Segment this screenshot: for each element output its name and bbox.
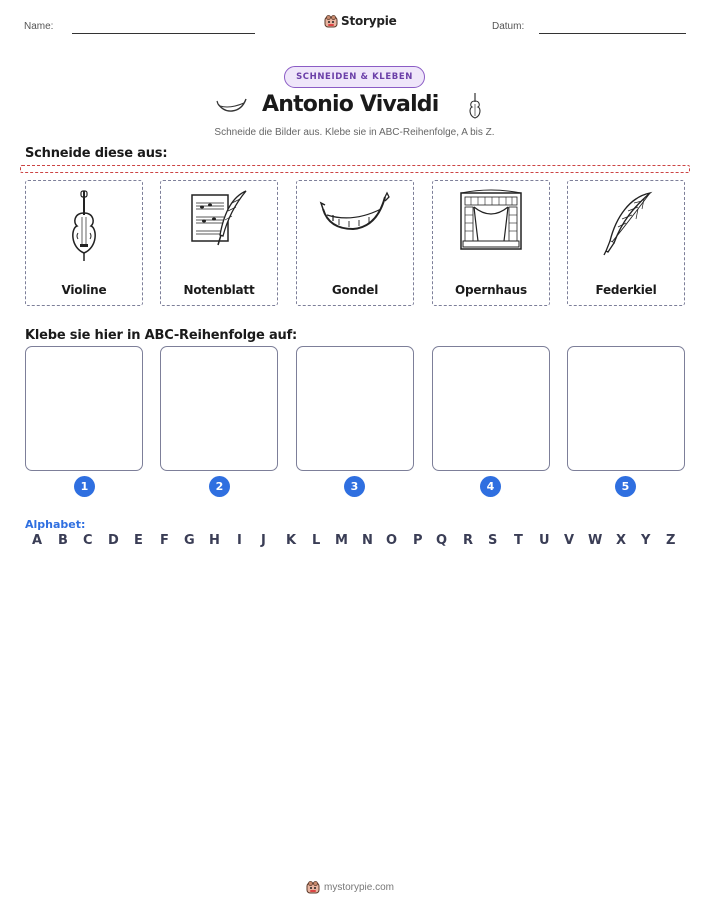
- alphabet-letter: C: [83, 533, 93, 548]
- cut-card-violin[interactable]: [25, 180, 143, 306]
- alphabet-letter: S: [488, 533, 498, 548]
- alphabet-letter: F: [160, 533, 169, 548]
- name-line: [72, 33, 255, 34]
- alphabet-label: Alphabet:: [25, 518, 86, 531]
- instructions: Schneide die Bilder aus. Klebe sie in ABC-Reihenfolge, A bis Z.: [214, 127, 495, 138]
- paste-box-2[interactable]: [160, 346, 278, 471]
- quill-icon: [598, 189, 654, 259]
- footer: [306, 880, 394, 894]
- alphabet-letter: L: [312, 533, 321, 548]
- paste-box-5[interactable]: [567, 346, 685, 471]
- alphabet-letter: A: [32, 533, 43, 548]
- paste-section-label: Klebe sie hier in ABC-Reihenfolge auf:: [25, 328, 298, 343]
- alphabet-letter: Z: [666, 533, 676, 548]
- opera-house-icon: [458, 189, 524, 253]
- alphabet-letter: P: [413, 533, 423, 548]
- cut-card-sheet-music[interactable]: [160, 180, 278, 306]
- name-label: Name:: [24, 21, 54, 32]
- brand: [324, 14, 397, 28]
- alphabet-letter: J: [261, 533, 266, 548]
- cut-card-gondola[interactable]: [296, 180, 414, 306]
- paste-box-4[interactable]: [432, 346, 550, 471]
- date-label: Datum:: [492, 21, 525, 32]
- alphabet-letter: E: [134, 533, 143, 548]
- alphabet-letter: K: [286, 533, 297, 548]
- alphabet-letter: W: [588, 533, 603, 548]
- card-label: Gondel: [331, 283, 379, 297]
- page-title: Antonio Vivaldi: [262, 92, 439, 117]
- brand-name: Storypie: [341, 14, 397, 28]
- alphabet-letter: X: [616, 533, 627, 548]
- alphabet-letter: D: [108, 533, 119, 548]
- date-line: [539, 33, 686, 34]
- paste-box-1[interactable]: [25, 346, 143, 471]
- alphabet-letter: H: [209, 533, 220, 548]
- storypie-logo-icon: [306, 880, 320, 894]
- alphabet-letter: G: [184, 533, 195, 548]
- violin-icon: [466, 92, 484, 120]
- paste-number-5: 5: [615, 476, 636, 497]
- card-label: Opernhaus: [455, 283, 527, 297]
- sheet-music-icon: [188, 189, 250, 251]
- alphabet-letter: N: [362, 533, 373, 548]
- alphabet-letter: B: [58, 533, 68, 548]
- alphabet-letter: U: [539, 533, 550, 548]
- paste-number-2: 2: [209, 476, 230, 497]
- alphabet-row: [25, 533, 685, 551]
- card-label: Violine: [61, 283, 107, 297]
- cut-card-opera-house[interactable]: [432, 180, 550, 306]
- footer-url: mystorypie.com: [324, 881, 395, 893]
- alphabet-letter: Y: [641, 533, 651, 548]
- cut-section-label: Schneide diese aus:: [25, 146, 168, 161]
- gondola-icon: [319, 191, 391, 241]
- card-label: Notenblatt: [183, 283, 255, 297]
- worksheet-header: [0, 0, 709, 50]
- alphabet-letter: Q: [436, 533, 448, 548]
- gondola-icon: [216, 96, 248, 116]
- paste-number-1: 1: [74, 476, 95, 497]
- alphabet-letter: O: [386, 533, 398, 548]
- alphabet-letter: V: [564, 533, 575, 548]
- alphabet-letter: I: [237, 533, 242, 548]
- alphabet-letter: T: [514, 533, 523, 548]
- cut-card-quill[interactable]: [567, 180, 685, 306]
- alphabet-letter: M: [335, 533, 348, 548]
- card-label: Federkiel: [595, 283, 657, 297]
- violin-icon: [64, 189, 104, 265]
- alphabet-letter: R: [463, 533, 474, 548]
- cut-line: [20, 165, 690, 173]
- paste-box-3[interactable]: [296, 346, 414, 471]
- paste-number-4: 4: [480, 476, 501, 497]
- activity-badge: SCHNEIDEN & KLEBEN: [284, 66, 425, 88]
- title-row: [0, 92, 709, 124]
- paste-number-3: 3: [344, 476, 365, 497]
- storypie-logo-icon: [324, 14, 338, 28]
